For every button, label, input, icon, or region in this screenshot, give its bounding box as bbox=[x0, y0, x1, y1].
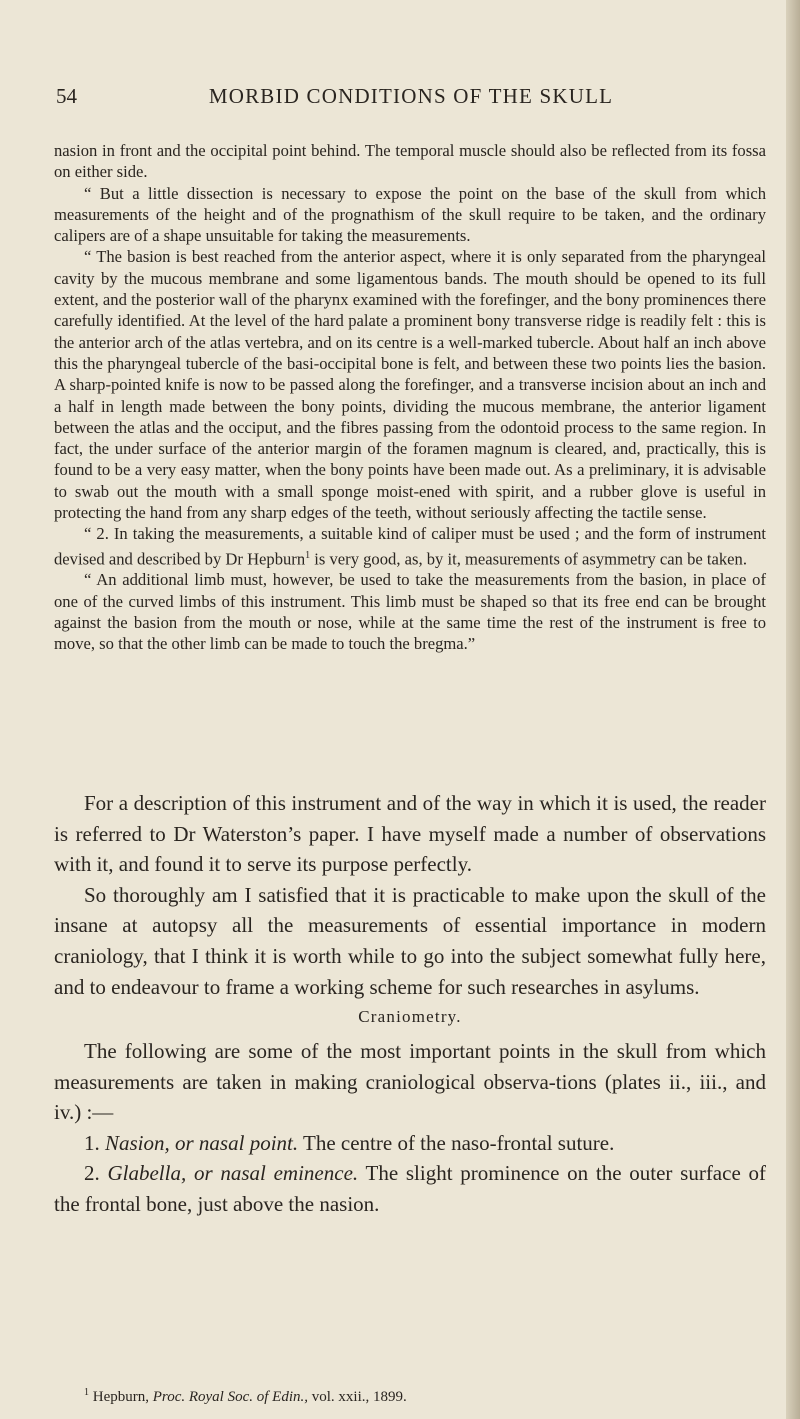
footnote bbox=[84, 1383, 766, 1407]
section-heading: Craniometry. bbox=[358, 1007, 462, 1026]
item-text: The slight prominence on the outer surface of the frontal bone, just above the nasion. bbox=[54, 1161, 766, 1216]
footnote-reference: 1 bbox=[305, 549, 311, 561]
footnote-details: vol. xxii., 1899. bbox=[311, 1389, 407, 1405]
item-text: The centre of the naso-frontal suture. bbox=[303, 1130, 615, 1155]
caliper-paragraph bbox=[54, 523, 766, 569]
paragraph: “ An additional limb must, however, be used to take the measurements from the basion, in place of one of the curved limbs of this instrument. This limb must be shaped so that its free end can be brought against the basion from the mouth or nose, while at the same time the rest of the instrument is free to move, so that the other limb can be made to touch the bregma.” bbox=[54, 570, 766, 654]
quoted-passage bbox=[54, 140, 766, 655]
numbered-item bbox=[54, 1158, 766, 1219]
item-term: Nasion, or nasal point. bbox=[105, 1130, 299, 1155]
footnote-author: Hepburn, bbox=[92, 1389, 149, 1405]
section-intro: The following are some of the most important points in the skull from which measurements are taken in making craniological observa-tions (plates ii., iii., and iv.) :— bbox=[54, 1039, 766, 1125]
running-head: MORBID CONDITIONS OF THE SKULL bbox=[208, 84, 614, 108]
paragraph: “ But a little dissection is necessary to expose the point on the base of the skull from which measurements of the height and of the prognathism of the skull require to be taken, and the ordinary calipers are of a shape unsuitable for taking the measurements. bbox=[54, 183, 766, 246]
paragraph: nasion in front and the occipital point behind. The temporal muscle should also be reflected from its fossa on either side. bbox=[54, 141, 766, 182]
numbered-item bbox=[54, 1128, 766, 1159]
footnote-journal: Proc. Royal Soc. of Edin., bbox=[152, 1389, 308, 1405]
item-number: 2. bbox=[84, 1161, 100, 1186]
paragraph: So thoroughly am I satisfied that it is practicable to make upon the skull of the insane at autopsy all the measurements of essential importance in modern craniology, that I think it is worth while to go into the subject somewhat fully here, and to endeavour to frame a working scheme for such researches in asylums. bbox=[54, 882, 766, 999]
paragraph-text: is very good, as, by it, measurements of asymmetry can be taken. bbox=[310, 549, 747, 569]
item-term: Glabella, or nasal eminence. bbox=[107, 1161, 359, 1186]
item-number: 1. bbox=[84, 1130, 100, 1155]
main-text bbox=[54, 788, 766, 1002]
page-edge-shadow bbox=[786, 0, 800, 1419]
page-number: 54 bbox=[56, 84, 77, 108]
paragraph: For a description of this instrument and of the way in which it is used, the reader is referred to Dr Waterston’s paper. I have myself made a number of observations with it, and found it to serve its purpose perfectly. bbox=[54, 791, 766, 877]
page-header bbox=[56, 84, 766, 120]
footnote-marker: 1 bbox=[84, 1387, 89, 1398]
paragraph-text: “ 2. In taking the measurements, a suitable kind of caliper must be used ; and the form of instrument devised and described by Dr Hepburn bbox=[54, 524, 766, 569]
paragraph: “ The basion is best reached from the anterior aspect, where it is only separated from the pharyngeal cavity by the mucous membrane and some ligamentous bands. The mouth should be opened to its full extent, and the posterior wall of the pharynx examined with the forefinger, and the bony prominences there carefully identified. At the level of the hard palate a prominent bony transverse ridge is readily felt : this is the anterior arch of the atlas vertebra, and on its centre is a well-marked tubercle. About half an inch above this the pharyngeal tubercle of the basi-occipital bone is felt, and between these two points lies the basion. A sharp-pointed knife is now to be passed along the forefinger, and a transverse incision about an inch and a half in length made between the bony points, dividing the mucous membrane, the anterior ligament between the atlas and the occiput, and the fibres passing from the odontoid process to the same region. In fact, the under surface of the anterior margin of the foramen magnum is cleared, and, practically, this is found to be a very easy matter, when the bony points have been made out. As a preliminary, it is advisable to swab out the mouth with a small sponge moist-ened with spirit, and a rubber glove is useful in protecting the hand from any sharp edges of the teeth, without seriously affecting the tactile sense. bbox=[54, 247, 766, 523]
craniometry-section bbox=[54, 1036, 766, 1220]
